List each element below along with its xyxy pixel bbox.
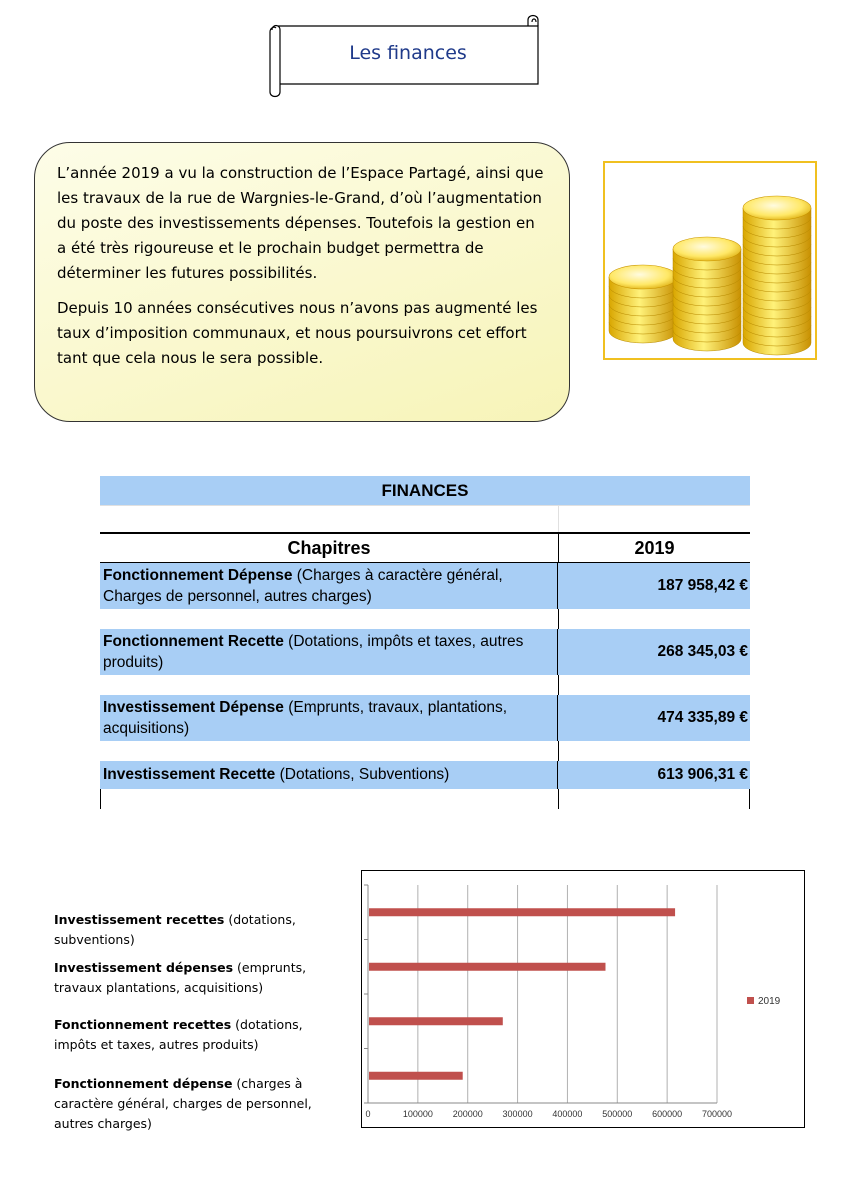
intro-box (34, 142, 570, 422)
x-tick-label: 0 (365, 1109, 371, 1119)
row-title: Investissement Recette (103, 766, 276, 783)
title-banner (266, 14, 542, 98)
row-amount: 474 335,89 € (657, 709, 748, 726)
gold-coins-image (603, 161, 817, 360)
row-detail: (Dotations, Subventions) (275, 766, 450, 783)
bar (369, 908, 675, 916)
bar (369, 1017, 503, 1025)
column-header-chapitres: Chapitres (100, 534, 559, 562)
row-title: Fonctionnement Dépense (103, 567, 293, 584)
table-row (100, 761, 750, 789)
intro-paragraph: Depuis 10 années consécutives nous n’avons pas augmenté les taux d’imposition communaux, et nous poursuivrons cet effort tant que cela nous le sera possible. (57, 299, 538, 367)
chart-label: Investissement dépenses (emprunts, travaux plantations, acquisitions) (54, 960, 307, 995)
row-title: Fonctionnement Recette (103, 633, 284, 650)
x-tick-label: 300000 (502, 1109, 533, 1119)
page-title: Les finances (349, 42, 467, 64)
table-header (100, 532, 750, 563)
table-row (100, 629, 750, 675)
bar (369, 1072, 463, 1080)
gold-coin-stacks-icon (605, 163, 815, 358)
legend-label: 2019 (758, 996, 781, 1007)
row-amount: 613 906,31 € (657, 766, 748, 783)
row-title: Investissement Dépense (103, 699, 284, 716)
x-tick-label: 700000 (701, 1109, 733, 1119)
finances-table (100, 476, 750, 809)
table-row (100, 563, 750, 609)
legend-swatch (747, 997, 754, 1004)
chart-label: Fonctionnement dépense (charges à caractère général, charges de personnel, autres charges) (54, 1076, 312, 1131)
row-detail: (Charges à caractère général, Charges de personnel, autres charges) (103, 567, 503, 605)
x-tick-label: 200000 (452, 1109, 483, 1119)
row-detail: (Dotations, impôts et taxes, autres produits) (103, 633, 524, 671)
bar (369, 963, 605, 971)
row-detail: (Emprunts, travaux, plantations, acquisitions) (103, 699, 508, 737)
column-header-year: 2019 (634, 538, 675, 558)
chart-label: Investissement recettes (dotations, subventions) (54, 912, 296, 947)
table-title: FINANCES (100, 476, 750, 505)
chart-label: Fonctionnement recettes (dotations, impôts et taxes, autres produits) (54, 1017, 303, 1052)
bar-chart (361, 870, 805, 1128)
chart-svg (362, 871, 803, 1126)
intro-paragraph: L’année 2019 a vu la construction de l’Espace Partagé, ainsi que les travaux de la rue de Wargnies-le-Grand, d’où l’augmentation du poste des investissements dépenses. Toutefois la gestion en a été très rigoureuse et le prochain budget permettra de déterminer les futures possibilités. (57, 164, 544, 282)
x-tick-label: 100000 (402, 1109, 433, 1119)
row-amount: 187 958,42 € (657, 577, 748, 594)
table-row (100, 695, 750, 741)
x-tick-label: 500000 (602, 1109, 633, 1119)
row-amount: 268 345,03 € (657, 643, 748, 660)
x-tick-label: 400000 (552, 1109, 583, 1119)
x-tick-label: 600000 (652, 1109, 683, 1119)
